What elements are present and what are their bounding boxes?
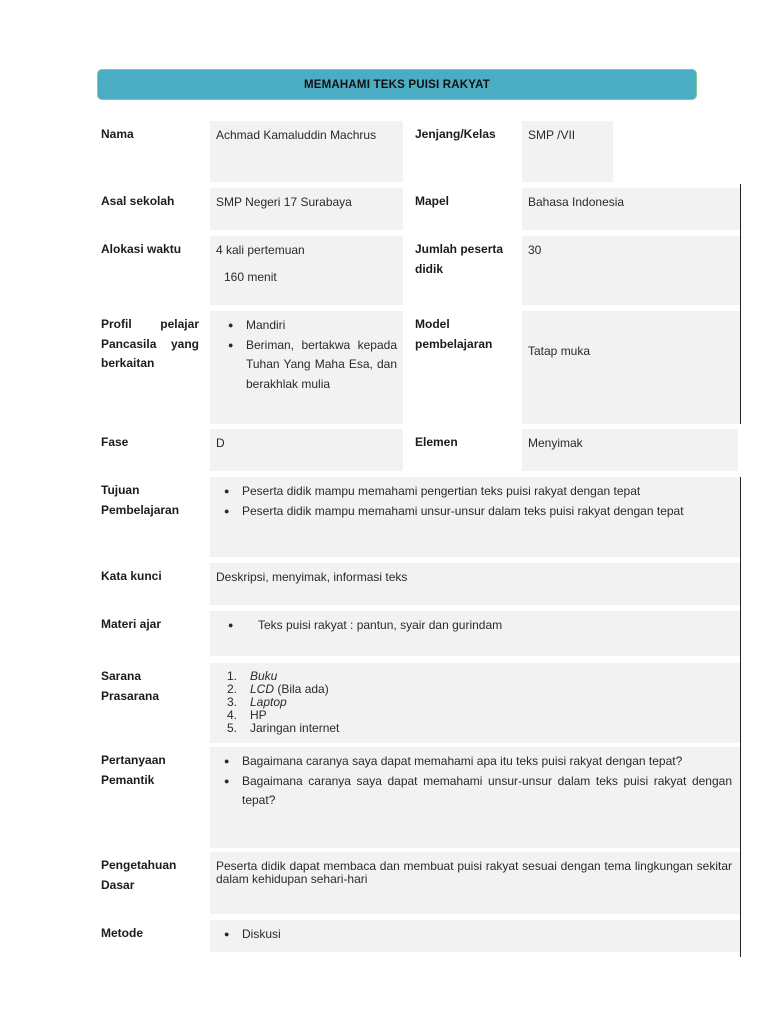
label-pertanyaan-pemantik: Pertanyaan Pemantik	[101, 753, 166, 787]
profil-list	[216, 316, 397, 394]
value-model-pembelajaran	[522, 311, 740, 424]
tujuan-list	[216, 482, 732, 521]
label-kata-kunci: Kata kunci	[101, 569, 162, 583]
label-metode: Metode	[101, 926, 143, 940]
alokasi-line2: 160 menit	[224, 269, 277, 284]
elemen-text: Menyimak	[528, 436, 583, 450]
value-mapel	[522, 188, 740, 230]
value-alokasi-waktu	[210, 236, 403, 305]
label-nama: Nama	[101, 127, 134, 141]
value-asal-sekolah	[210, 188, 403, 230]
fase-text: D	[216, 436, 225, 450]
table-border-right	[740, 477, 741, 957]
metode-list	[216, 925, 734, 945]
label-jenjang: Jenjang/Kelas	[415, 127, 496, 141]
label-materi-ajar: Materi ajar	[101, 617, 162, 631]
list-item: ● Mandiri	[216, 316, 397, 336]
pengetahuan-text: Peserta didik dapat membaca dan membuat puisi rakyat sesuai dengan tema lingkungan sekitar dalam kehidupan sehari-hari	[216, 859, 732, 886]
list-item: ● Peserta didik mampu memahami unsur-unsur dalam teks puisi rakyat dengan tepat	[216, 502, 732, 522]
list-item: ● Teks puisi rakyat : pantun, syair dan gurindam	[216, 616, 734, 636]
value-materi-ajar	[210, 611, 740, 656]
value-profil-pelajar	[210, 311, 403, 424]
value-fase	[210, 429, 403, 471]
value-jenjang	[522, 121, 613, 182]
label-elemen: Elemen	[415, 435, 458, 449]
jumlah-text: 30	[528, 243, 542, 257]
value-jumlah-peserta	[522, 236, 740, 305]
list-item: 2. LCD (Bila ada)	[227, 682, 329, 696]
value-tujuan	[210, 477, 740, 557]
list-item: 5. Jaringan internet	[227, 721, 340, 735]
list-item: 1. Buku	[227, 669, 278, 683]
document-title: MEMAHAMI TEKS PUISI RAKYAT	[97, 69, 697, 100]
list-item: ● Bagaimana caranya saya dapat memahami unsur-unsur dalam teks puisi rakyat dengan tepat?	[216, 772, 732, 811]
materi-list	[216, 616, 734, 636]
value-elemen	[522, 429, 738, 471]
nama-text: Achmad Kamaluddin Machrus	[216, 128, 377, 142]
asal-text: SMP Negeri 17 Surabaya	[216, 195, 352, 209]
table-border-right	[740, 184, 741, 424]
list-item: 3. Laptop	[227, 695, 287, 709]
label-tujuan: Tujuan Pembelajaran	[101, 483, 180, 517]
alokasi-line1: 4 kali pertemuan	[216, 243, 305, 257]
list-item: ● Beriman, bertakwa kepada Tuhan Yang Maha Esa, dan berakhlak mulia	[216, 336, 397, 395]
label-asal-sekolah: Asal sekolah	[101, 194, 175, 208]
label-sarana-prasarana: Sarana Prasarana	[101, 669, 160, 703]
value-nama	[210, 121, 403, 182]
label-model-pembelajaran: Model pembelajaran	[415, 317, 493, 351]
kata-kunci-text: Deskripsi, menyimak, informasi teks	[216, 570, 408, 584]
jenjang-text: SMP /VII	[528, 128, 576, 142]
label-jumlah-peserta: Jumlah peserta didik	[415, 242, 504, 276]
list-item: ● Peserta didik mampu memahami pengertian teks puisi rakyat dengan tepat	[216, 482, 732, 502]
value-pertanyaan-pemantik	[210, 747, 740, 848]
label-profil-pelajar: Profil pelajar Pancasila yang berkaitan	[101, 317, 199, 370]
value-pengetahuan-dasar	[210, 852, 740, 914]
pertanyaan-list	[216, 752, 732, 811]
label-fase: Fase	[101, 435, 129, 449]
model-text: Tatap muka	[528, 344, 591, 358]
label-pengetahuan-dasar: Pengetahuan Dasar	[101, 858, 177, 892]
value-kata-kunci	[210, 563, 740, 605]
value-metode	[210, 920, 740, 952]
value-sarana-prasarana	[210, 663, 740, 743]
mapel-text: Bahasa Indonesia	[528, 195, 625, 209]
list-item: 4. HP	[227, 708, 267, 722]
list-item: ● Diskusi	[216, 925, 734, 945]
label-alokasi-waktu: Alokasi waktu	[101, 242, 182, 256]
label-mapel: Mapel	[415, 194, 450, 208]
list-item: ● Bagaimana caranya saya dapat memahami apa itu teks puisi rakyat dengan tepat?	[216, 752, 732, 772]
